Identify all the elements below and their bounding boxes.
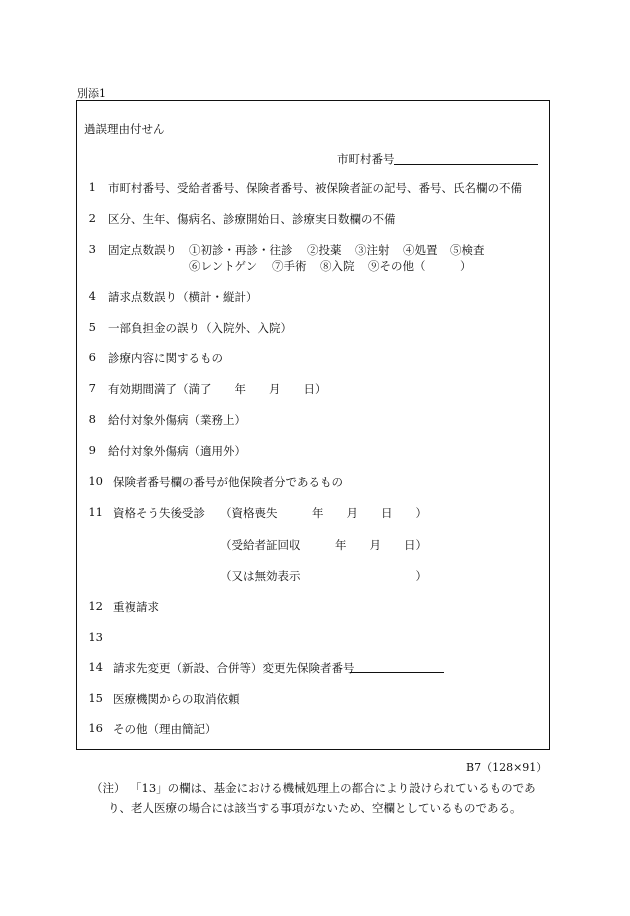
item-number: 1 bbox=[88, 180, 96, 194]
item-number: 11 bbox=[88, 505, 103, 519]
item-text: 保険者番号欄の番号が他保険者分であるもの bbox=[113, 475, 343, 489]
item-text: 診療内容に関するもの bbox=[108, 351, 223, 365]
item-number: 7 bbox=[88, 381, 96, 395]
note-text-line-1: 「13」の欄は、基金における機械処理上の都合により設けられているものであ bbox=[130, 781, 536, 795]
item-text: 請求点数誤り（横計・縦計） bbox=[108, 290, 258, 304]
item-number: 12 bbox=[88, 599, 103, 613]
item-text: 固定点数誤り bbox=[108, 243, 177, 257]
item-number: 16 bbox=[88, 721, 103, 735]
item-number: 5 bbox=[88, 320, 96, 334]
item-text: 重複請求 bbox=[113, 600, 159, 614]
item-number: 13 bbox=[88, 630, 103, 644]
form-title: 過誤理由付せん bbox=[84, 122, 165, 136]
option-hospitalization: ⑧入院 bbox=[320, 259, 355, 273]
item-text: 一部負担金の誤り（入院外、入院） bbox=[108, 321, 292, 335]
item-number: 4 bbox=[88, 289, 96, 303]
option-procedure: ④処置 bbox=[403, 243, 438, 257]
item-number: 3 bbox=[88, 242, 96, 256]
option-examination: ⑤検査 bbox=[450, 243, 485, 257]
item-text: 区分、生年、傷病名、診療開始日、診療実日数欄の不備 bbox=[108, 212, 396, 226]
item-text: 請求先変更（新設、合併等）変更先保険者番号 bbox=[113, 661, 355, 675]
item-text: 市町村番号、受給者番号、保険者番号、被保険者証の記号、番号、氏名欄の不備 bbox=[108, 181, 522, 195]
new-insurer-number-field[interactable] bbox=[350, 672, 444, 673]
item-number: 15 bbox=[88, 691, 103, 705]
item-number: 10 bbox=[88, 474, 103, 488]
item-text: 有効期間満了（満了 年 月 日） bbox=[108, 382, 327, 396]
invalid-indication: （又は無効表示 ） bbox=[220, 569, 427, 583]
item-number: 14 bbox=[88, 660, 103, 674]
option-xray: ⑥レントゲン bbox=[189, 259, 258, 273]
municipality-number-field[interactable] bbox=[394, 164, 538, 165]
item-number: 8 bbox=[88, 412, 96, 426]
eligibility-loss-date: （資格喪失 年 月 日 ） bbox=[220, 506, 427, 520]
option-injection: ③注射 bbox=[355, 243, 390, 257]
item-text: 医療機関からの取消依頼 bbox=[113, 692, 240, 706]
item-text: 資格そう失後受診 bbox=[113, 506, 205, 520]
note-text-line-2: り、老人医療の場合には該当する事項がないため、空欄としているものである。 bbox=[108, 801, 522, 815]
item-text: 給付対象外傷病（適用外） bbox=[108, 444, 246, 458]
option-surgery: ⑦手術 bbox=[272, 259, 307, 273]
item-text: その他（理由簡記） bbox=[113, 722, 217, 736]
item-number: 6 bbox=[88, 350, 96, 364]
municipality-number-label: 市町村番号 bbox=[337, 152, 395, 166]
size-label: B7（128×91） bbox=[466, 761, 548, 774]
card-recovery-date: （受給者証回収 年 月 日） bbox=[220, 538, 427, 552]
item-number: 2 bbox=[88, 211, 96, 225]
item-number: 9 bbox=[88, 443, 96, 457]
attachment-label: 別添1 bbox=[77, 87, 106, 100]
note-label: （注） bbox=[91, 781, 126, 795]
option-medication: ②投薬 bbox=[307, 243, 342, 257]
item-text: 給付対象外傷病（業務上） bbox=[108, 413, 246, 427]
option-initial-visit: ①初診・再診・往診 bbox=[189, 243, 293, 257]
option-other: ⑨その他（ ） bbox=[368, 259, 472, 273]
